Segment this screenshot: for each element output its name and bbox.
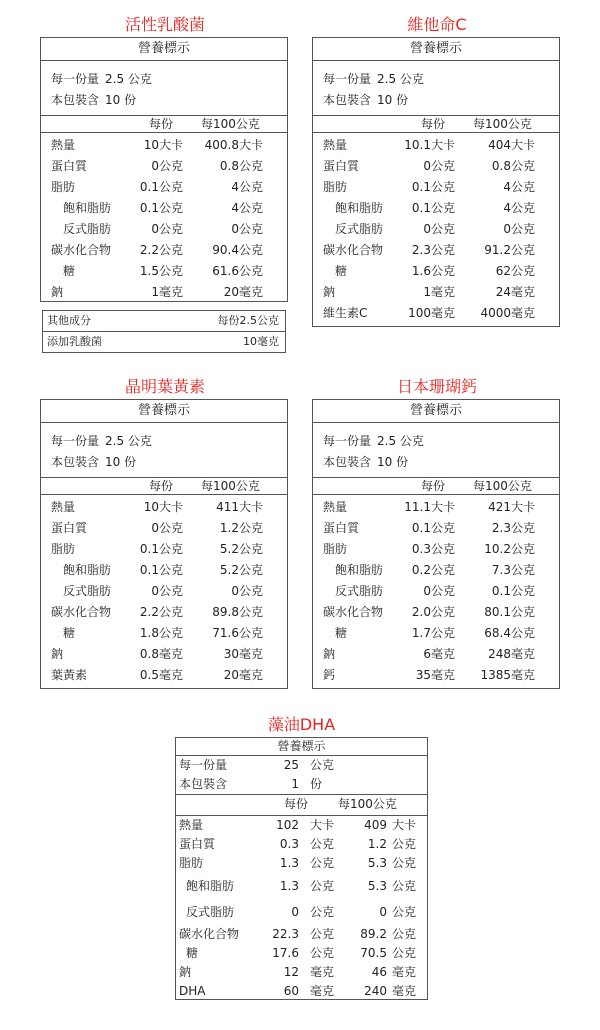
nutrient-name: 蛋白質 xyxy=(323,521,360,535)
nutrient-row xyxy=(176,982,427,1001)
col-per-serving: 每份 xyxy=(284,797,309,811)
per-100g-value: 1.2 xyxy=(367,837,387,851)
column-headers xyxy=(41,116,287,133)
per-serving-value: 0.8毫克 xyxy=(139,647,183,661)
col-per-serving: 每份 xyxy=(149,117,174,131)
nutrient-row xyxy=(176,925,427,944)
nutrient-row xyxy=(313,282,559,303)
per-serving-value: 12 xyxy=(283,965,299,979)
per-serving-value: 2.0公克 xyxy=(411,605,455,619)
col-per-serving: 每份 xyxy=(149,479,174,493)
serving-size-label: 每一份量 xyxy=(51,72,100,86)
other-ingredient-name: 添加乳酸菌 xyxy=(47,335,102,348)
nutrient-row xyxy=(176,835,427,854)
nutrient-row xyxy=(313,560,559,581)
serving-size-row xyxy=(51,431,287,452)
servings-label: 本包裝含 xyxy=(51,93,100,107)
per-100g-value: 30毫克 xyxy=(223,647,263,661)
per-100g-value: 0 xyxy=(379,905,387,919)
serving-size-row xyxy=(51,69,287,90)
per-100g-value: 0公克 xyxy=(231,222,263,236)
col-per-100g: 每100公克 xyxy=(201,117,260,131)
nutrient-name: 糖 xyxy=(63,264,76,278)
per-100g-value: 10.2公克 xyxy=(484,542,535,556)
nutrient-name: 碳水化合物 xyxy=(323,243,384,257)
per-serving-value: 0.1公克 xyxy=(411,521,455,535)
serving-info xyxy=(313,61,559,116)
per-100g-value: 20毫克 xyxy=(223,285,263,299)
per-serving-unit: 公克 xyxy=(310,837,335,851)
nutrient-name: 維生素C xyxy=(323,306,368,320)
nutrient-name: 蛋白質 xyxy=(51,521,88,535)
servings-value: 10 份 xyxy=(377,455,409,469)
servings-row xyxy=(176,775,427,795)
serving-size-value: 25 xyxy=(283,758,299,772)
nutrient-row xyxy=(41,602,287,623)
nutrient-row xyxy=(313,219,559,240)
other-ingredient-row xyxy=(43,332,285,352)
nutrient-name: 鈉 xyxy=(51,647,64,661)
other-ingredient-value: 每份2.5公克 xyxy=(217,314,279,327)
per-serving-value: 0.3 xyxy=(279,837,299,851)
per-serving-value: 1.5公克 xyxy=(139,264,183,278)
servings-row xyxy=(51,452,287,473)
per-100g-unit: 公克 xyxy=(392,837,417,851)
nutrient-name: 飽和脂肪 xyxy=(335,201,384,215)
nutrient-row xyxy=(176,963,427,982)
serving-size-label: 每一份量 xyxy=(51,434,100,448)
label-header: 營養標示 xyxy=(41,400,287,423)
per-serving-value: 35毫克 xyxy=(415,668,455,682)
serving-size-label: 每一份量 xyxy=(179,758,228,772)
label-title: 活性乳酸菌 xyxy=(124,15,205,34)
nutrition-label xyxy=(40,37,288,302)
per-serving-value: 100毫克 xyxy=(408,306,455,320)
per-100g-unit: 公克 xyxy=(392,946,417,960)
per-serving-value: 22.3 xyxy=(272,927,299,941)
label-header: 營養標示 xyxy=(41,38,287,61)
per-serving-value: 1.6公克 xyxy=(411,264,455,278)
nutrient-row xyxy=(41,156,287,177)
nutrient-row xyxy=(176,816,427,835)
nutrient-row xyxy=(313,497,559,518)
per-100g-value: 4公克 xyxy=(231,180,263,194)
per-serving-value: 2.2公克 xyxy=(139,243,183,257)
nutrient-row xyxy=(313,518,559,539)
per-serving-value: 1毫克 xyxy=(151,285,183,299)
servings-label: 本包裝含 xyxy=(323,455,372,469)
nutrient-name: 飽和脂肪 xyxy=(335,563,384,577)
per-100g-value: 240 xyxy=(364,984,387,998)
servings-row xyxy=(323,90,559,111)
per-100g-value: 4000毫克 xyxy=(480,306,535,320)
nutrient-row xyxy=(313,240,559,261)
per-serving-value: 0公克 xyxy=(151,521,183,535)
nutrient-row xyxy=(313,198,559,219)
per-100g-value: 89.2 xyxy=(360,927,387,941)
nutrient-name: 脂肪 xyxy=(323,180,348,194)
per-serving-value: 6毫克 xyxy=(423,647,455,661)
nutrient-row xyxy=(41,560,287,581)
nutrient-row xyxy=(176,899,427,925)
serving-size-unit: 公克 xyxy=(310,758,335,772)
per-100g-value: 62公克 xyxy=(495,264,535,278)
servings-row xyxy=(51,90,287,111)
per-serving-value: 1.3 xyxy=(279,856,299,870)
nutrient-name: 鈉 xyxy=(51,285,64,299)
label-header: 營養標示 xyxy=(176,738,427,756)
per-serving-unit: 毫克 xyxy=(310,965,335,979)
serving-size-label: 每一份量 xyxy=(323,434,372,448)
nutrient-name: 飽和脂肪 xyxy=(63,563,112,577)
per-serving-value: 0.2公克 xyxy=(411,563,455,577)
per-100g-value: 70.5 xyxy=(360,946,387,960)
servings-label: 本包裝含 xyxy=(51,455,100,469)
nutrient-name: 脂肪 xyxy=(323,542,348,556)
per-serving-value: 0.1公克 xyxy=(411,201,455,215)
label-title: 晶明葉黃素 xyxy=(124,377,205,396)
per-serving-value: 0.1公克 xyxy=(139,180,183,194)
nutrient-row xyxy=(176,873,427,899)
per-100g-value: 1385毫克 xyxy=(480,668,535,682)
serving-size-row xyxy=(323,69,559,90)
col-per-100g: 每100公克 xyxy=(201,479,260,493)
per-100g-value: 0公克 xyxy=(231,584,263,598)
per-100g-value: 68.4公克 xyxy=(484,626,535,640)
nutrient-name: 脂肪 xyxy=(51,180,76,194)
nutrient-name: 熱量 xyxy=(323,138,348,152)
per-serving-value: 102 xyxy=(276,818,299,832)
nutrient-name: 碳水化合物 xyxy=(51,605,112,619)
nutrient-row xyxy=(41,644,287,665)
per-serving-unit: 公克 xyxy=(310,905,335,919)
nutrient-rows xyxy=(41,133,287,303)
nutrient-row xyxy=(313,177,559,198)
nutrient-row xyxy=(176,854,427,873)
nutrient-row xyxy=(41,518,287,539)
nutrient-name: 脂肪 xyxy=(179,856,204,870)
per-serving-value: 0.5毫克 xyxy=(139,668,183,682)
nutrient-name: 糖 xyxy=(186,946,199,960)
nutrient-name: 鈣 xyxy=(323,668,336,682)
nutrient-name: 脂肪 xyxy=(51,542,76,556)
servings-label: 本包裝含 xyxy=(323,93,372,107)
servings-label: 本包裝含 xyxy=(179,777,228,791)
per-100g-value: 248毫克 xyxy=(488,647,535,661)
per-serving-value: 1.8公克 xyxy=(139,626,183,640)
nutrient-row xyxy=(313,135,559,156)
nutrient-name: 糖 xyxy=(335,626,348,640)
per-100g-unit: 公克 xyxy=(392,905,417,919)
per-100g-value: 2.3公克 xyxy=(491,521,535,535)
serving-info xyxy=(41,423,287,478)
per-serving-value: 0.3公克 xyxy=(411,542,455,556)
per-100g-value: 421大卡 xyxy=(488,500,535,514)
per-100g-value: 24毫克 xyxy=(495,285,535,299)
nutrient-row xyxy=(41,539,287,560)
per-100g-value: 90.4公克 xyxy=(212,243,263,257)
nutrient-row xyxy=(41,135,287,156)
per-serving-unit: 公克 xyxy=(310,946,335,960)
per-serving-value: 60 xyxy=(283,984,299,998)
per-serving-value: 0公克 xyxy=(151,159,183,173)
label-header: 營養標示 xyxy=(313,38,559,61)
per-100g-value: 61.6公克 xyxy=(212,264,263,278)
per-serving-unit: 公克 xyxy=(310,856,335,870)
col-per-100g: 每100公克 xyxy=(473,117,532,131)
per-100g-unit: 公克 xyxy=(392,879,417,893)
per-serving-value: 0公克 xyxy=(151,584,183,598)
nutrient-name: 碳水化合物 xyxy=(323,605,384,619)
per-serving-value: 0公克 xyxy=(423,222,455,236)
servings-unit: 份 xyxy=(310,777,323,791)
per-serving-value: 10大卡 xyxy=(143,500,183,514)
per-100g-value: 71.6公克 xyxy=(212,626,263,640)
per-serving-value: 10.1大卡 xyxy=(404,138,455,152)
per-serving-unit: 公克 xyxy=(310,927,335,941)
nutrient-name: 反式脂肪 xyxy=(63,584,112,598)
nutrient-row xyxy=(41,665,287,686)
nutrient-row xyxy=(313,303,559,324)
nutrient-name: DHA xyxy=(179,984,206,998)
per-100g-value: 4公克 xyxy=(503,180,535,194)
per-100g-value: 89.8公克 xyxy=(212,605,263,619)
per-serving-value: 17.6 xyxy=(272,946,299,960)
other-ingredients-box xyxy=(42,310,286,353)
per-100g-value: 5.2公克 xyxy=(219,563,263,577)
per-100g-value: 0.8公克 xyxy=(491,159,535,173)
col-per-100g: 每100公克 xyxy=(473,479,532,493)
nutrient-row xyxy=(41,581,287,602)
nutrient-name: 飽和脂肪 xyxy=(63,201,112,215)
per-serving-value: 1.3 xyxy=(279,879,299,893)
nutrient-rows xyxy=(313,133,559,324)
column-headers xyxy=(41,478,287,495)
serving-size-row xyxy=(176,756,427,775)
per-100g-value: 4公克 xyxy=(231,201,263,215)
per-serving-value: 2.3公克 xyxy=(411,243,455,257)
per-serving-unit: 毫克 xyxy=(310,984,335,998)
col-per-serving: 每份 xyxy=(421,479,446,493)
nutrient-name: 蛋白質 xyxy=(179,837,216,851)
nutrient-name: 蛋白質 xyxy=(51,159,88,173)
serving-size-value: 2.5 公克 xyxy=(105,434,152,448)
per-100g-value: 5.3 xyxy=(367,879,387,893)
per-100g-value: 5.2公克 xyxy=(219,542,263,556)
per-100g-value: 400.8大卡 xyxy=(204,138,263,152)
per-100g-value: 0.1公克 xyxy=(491,584,535,598)
serving-info xyxy=(313,423,559,478)
per-serving-value: 0公克 xyxy=(151,222,183,236)
nutrient-row xyxy=(313,644,559,665)
per-100g-value: 20毫克 xyxy=(223,668,263,682)
per-100g-value: 1.2公克 xyxy=(219,521,263,535)
per-100g-unit: 毫克 xyxy=(392,965,417,979)
label-title: 藻油DHA xyxy=(267,715,336,734)
nutrient-name: 反式脂肪 xyxy=(63,222,112,236)
nutrient-name: 熱量 xyxy=(179,818,204,832)
nutrient-name: 鈉 xyxy=(179,965,192,979)
nutrient-row xyxy=(313,581,559,602)
serving-size-value: 2.5 公克 xyxy=(105,72,152,86)
column-headers xyxy=(176,795,427,816)
col-per-100g: 每100公克 xyxy=(338,797,397,811)
nutrient-name: 鈉 xyxy=(323,285,336,299)
per-100g-unit: 公克 xyxy=(392,927,417,941)
nutrient-row xyxy=(176,944,427,963)
serving-info xyxy=(41,61,287,116)
nutrient-row xyxy=(313,602,559,623)
nutrient-name: 糖 xyxy=(63,626,76,640)
nutrition-label xyxy=(312,37,560,327)
nutrient-name: 熱量 xyxy=(51,138,76,152)
nutrient-name: 碳水化合物 xyxy=(179,927,240,941)
per-100g-value: 0公克 xyxy=(503,222,535,236)
per-serving-value: 0 xyxy=(291,905,299,919)
per-100g-value: 0.8公克 xyxy=(219,159,263,173)
nutrient-name: 熱量 xyxy=(323,500,348,514)
nutrient-row xyxy=(41,240,287,261)
nutrient-row xyxy=(41,219,287,240)
per-serving-value: 1.7公克 xyxy=(411,626,455,640)
nutrient-name: 糖 xyxy=(335,264,348,278)
other-ingredient-name: 其他成分 xyxy=(47,314,91,327)
nutrient-name: 鈉 xyxy=(323,647,336,661)
nutrient-row xyxy=(41,623,287,644)
column-headers xyxy=(313,116,559,133)
nutrient-rows xyxy=(41,495,287,686)
nutrient-row xyxy=(313,156,559,177)
per-100g-unit: 大卡 xyxy=(392,818,417,832)
per-100g-unit: 公克 xyxy=(392,856,417,870)
per-serving-value: 0.1公克 xyxy=(139,563,183,577)
nutrient-row xyxy=(41,282,287,303)
servings-row xyxy=(323,452,559,473)
per-100g-value: 46 xyxy=(371,965,387,979)
nutrient-name: 飽和脂肪 xyxy=(186,879,235,893)
other-ingredient-row xyxy=(43,311,285,332)
label-header: 營養標示 xyxy=(313,400,559,423)
col-per-serving: 每份 xyxy=(421,117,446,131)
per-serving-unit: 大卡 xyxy=(310,818,335,832)
nutrient-name: 碳水化合物 xyxy=(51,243,112,257)
servings-value: 1 xyxy=(291,777,299,791)
per-serving-value: 0公克 xyxy=(423,584,455,598)
per-serving-value: 0.1公克 xyxy=(139,542,183,556)
serving-size-value: 2.5 公克 xyxy=(377,434,424,448)
nutrient-row xyxy=(41,177,287,198)
per-100g-value: 411大卡 xyxy=(216,500,263,514)
per-serving-value: 0.1公克 xyxy=(411,180,455,194)
per-serving-value: 2.2公克 xyxy=(139,605,183,619)
nutrient-row xyxy=(313,261,559,282)
servings-value: 10 份 xyxy=(377,93,409,107)
servings-value: 10 份 xyxy=(105,455,137,469)
per-100g-value: 409 xyxy=(364,818,387,832)
per-100g-value: 80.1公克 xyxy=(484,605,535,619)
per-100g-value: 404大卡 xyxy=(488,138,535,152)
nutrient-rows xyxy=(313,495,559,686)
nutrient-row xyxy=(313,665,559,686)
per-serving-unit: 公克 xyxy=(310,879,335,893)
nutrient-name: 反式脂肪 xyxy=(335,584,384,598)
label-title: 日本珊瑚鈣 xyxy=(396,377,477,396)
serving-size-label: 每一份量 xyxy=(323,72,372,86)
nutrition-label-dha xyxy=(175,737,428,1000)
servings-value: 10 份 xyxy=(105,93,137,107)
nutrition-label xyxy=(312,399,560,689)
nutrient-row xyxy=(41,497,287,518)
label-title: 維他命C xyxy=(407,15,467,34)
nutrient-name: 反式脂肪 xyxy=(335,222,384,236)
nutrient-row xyxy=(313,623,559,644)
nutrient-name: 葉黃素 xyxy=(51,668,88,682)
per-serving-value: 1毫克 xyxy=(423,285,455,299)
per-serving-value: 10大卡 xyxy=(143,138,183,152)
serving-size-value: 2.5 公克 xyxy=(377,72,424,86)
nutrient-row xyxy=(41,198,287,219)
per-100g-value: 7.3公克 xyxy=(491,563,535,577)
other-ingredient-value: 10毫克 xyxy=(243,335,279,348)
nutrient-row xyxy=(41,261,287,282)
per-serving-value: 0.1公克 xyxy=(139,201,183,215)
per-100g-value: 4公克 xyxy=(503,201,535,215)
nutrient-name: 蛋白質 xyxy=(323,159,360,173)
per-100g-value: 91.2公克 xyxy=(484,243,535,257)
per-serving-value: 0公克 xyxy=(423,159,455,173)
nutrient-name: 反式脂肪 xyxy=(186,905,235,919)
nutrient-name: 熱量 xyxy=(51,500,76,514)
nutrient-row xyxy=(313,539,559,560)
column-headers xyxy=(313,478,559,495)
per-serving-value: 11.1大卡 xyxy=(404,500,455,514)
per-100g-value: 5.3 xyxy=(367,856,387,870)
serving-size-row xyxy=(323,431,559,452)
per-100g-unit: 毫克 xyxy=(392,984,417,998)
nutrition-label xyxy=(40,399,288,689)
